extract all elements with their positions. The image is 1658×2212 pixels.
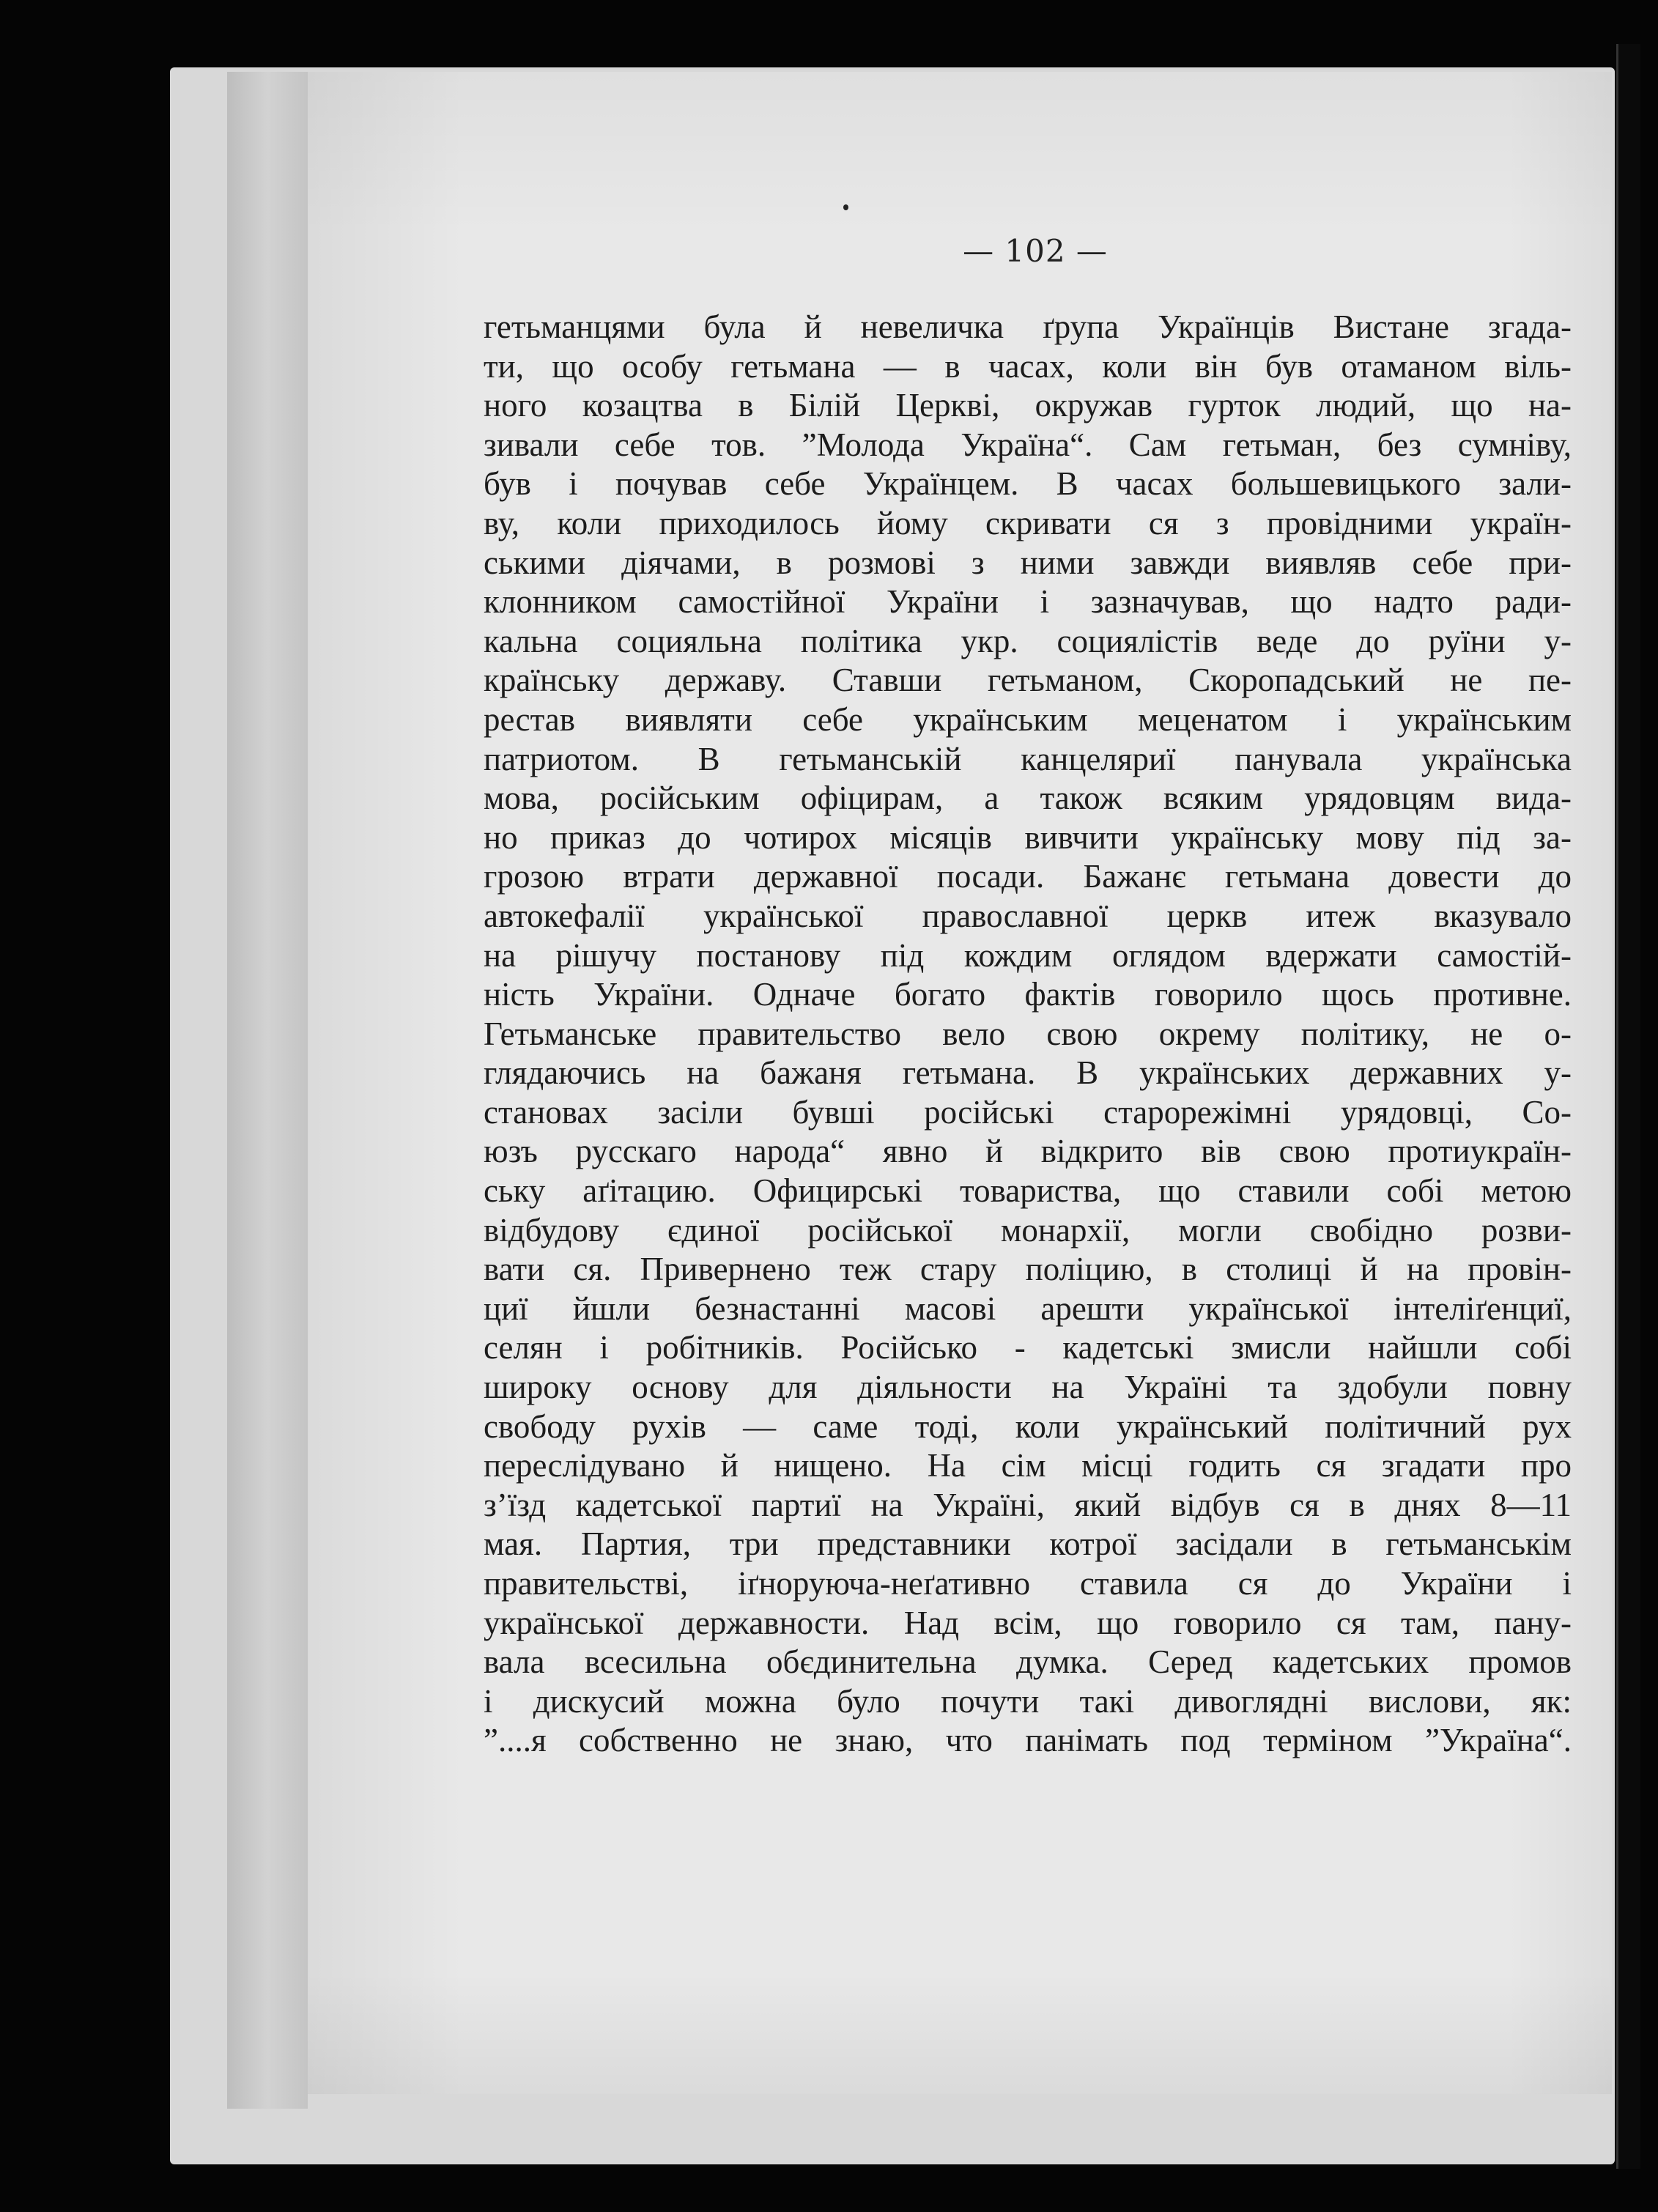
text-line: мова, російським офіцирам, а також всяким урядовцям вида- — [484, 780, 1572, 817]
ink-speck — [843, 204, 848, 210]
text-line: но приказ до чотирох місяців вивчити українську мову під за- — [484, 818, 1572, 856]
text-line: зивали себе тов. ”Молода Україна“. Сам гетьман, без сумніву, — [484, 426, 1572, 463]
text-line: селян і робітників. Російсько - кадетські змисли найшли собі — [484, 1329, 1572, 1366]
text-line: рестав виявляти себе українським меценатом і українським — [484, 700, 1572, 738]
text-line: правительстві, іґноруюча-неґативно ставила ся до України і — [484, 1565, 1572, 1602]
page-number: — 102 — — [963, 233, 1108, 269]
text-line: циї йшли безнастанні масові арешти української інтеліґенциї, — [484, 1290, 1572, 1327]
text-line: ську аґітацию. Официрські товариства, що ставили собі метою — [484, 1172, 1572, 1210]
text-line: країнську державу. Ставши гетьманом, Скоропадський не пе- — [484, 662, 1572, 699]
text-line: глядаючись на бажаня гетьмана. В українських державних у- — [484, 1054, 1572, 1092]
text-line: на рішучу постанову під кождим оглядом вдержати самостій- — [484, 936, 1572, 974]
body-text — [484, 308, 1572, 1761]
scanner-frame-edge — [1616, 44, 1640, 2169]
text-line: ву, коли приходилось йому скривати ся з провідними україн- — [484, 504, 1572, 541]
text-line: вала всесильна обєдинительна думка. Серед кадетських промов — [484, 1643, 1572, 1681]
text-line: переслідувано й нищено. На сім місці годить ся згадати про — [484, 1447, 1572, 1484]
text-line: ти, що особу гетьмана — в часах, коли він був отаманом віль- — [484, 347, 1572, 385]
text-line: ність України. Одначе богато фактів говорило щось противне. — [484, 976, 1572, 1013]
text-line: української державности. Над всім, що говорило ся там, пану- — [484, 1604, 1572, 1641]
text-line: автокефалії української православної церкв итеж вказувало — [484, 897, 1572, 934]
text-line: широку основу для діяльности на Україні та здобули повну — [484, 1369, 1572, 1406]
text-line: вати ся. Привернено теж стару поліцию, в столиці й на провін- — [484, 1251, 1572, 1288]
text-line: становах засіли бувші російські старорежімні урядовці, Со- — [484, 1093, 1572, 1131]
text-line: свободу рухів — саме тоді, коли український політичний рух — [484, 1408, 1572, 1445]
text-line: з’їзд кадетської партиї на Україні, який відбув ся в днях 8—11 — [484, 1486, 1572, 1523]
text-line: ськими діячами, в розмові з ними завжди виявляв себе при- — [484, 544, 1572, 581]
text-line: гетьманцями була й невеличка ґрупа Українців Вистане згада- — [484, 308, 1572, 345]
page-edge — [227, 72, 308, 2109]
text-line: Гетьманське правительство вело свою окрему політику, не о- — [484, 1015, 1572, 1052]
text-line: грозою втрати державної посади. Бажанє гетьмана довести до — [484, 858, 1572, 895]
text-line: і дискусий можна було почути такі дивоглядні вислови, як: — [484, 1682, 1572, 1720]
text-line: кальна социяльна політика укр. социялістів веде до руїни у- — [484, 622, 1572, 659]
text-line: відбудову єдиної російської монархії, могли свобідно розви- — [484, 1211, 1572, 1249]
text-line: юзъ русскаго народа“ явно й відкрито вів свою протиукраїн- — [484, 1133, 1572, 1170]
text-line: був і почував себе Українцем. В часах большевицького зали- — [484, 465, 1572, 503]
text-line: мая. Партия, три представники котрої засідали в гетьманськім — [484, 1525, 1572, 1563]
text-line: ного козацтва в Білій Церкві, окружав гурток людий, що на- — [484, 387, 1572, 424]
text-line: клонником самостійної України і зазначував, що надто ради- — [484, 583, 1572, 621]
text-line: ”....я собственно не знаю, что панімать под терміном ”Україна“. — [484, 1722, 1572, 1759]
text-line: патриотом. В гетьманській канцеляриї панувала українська — [484, 740, 1572, 777]
